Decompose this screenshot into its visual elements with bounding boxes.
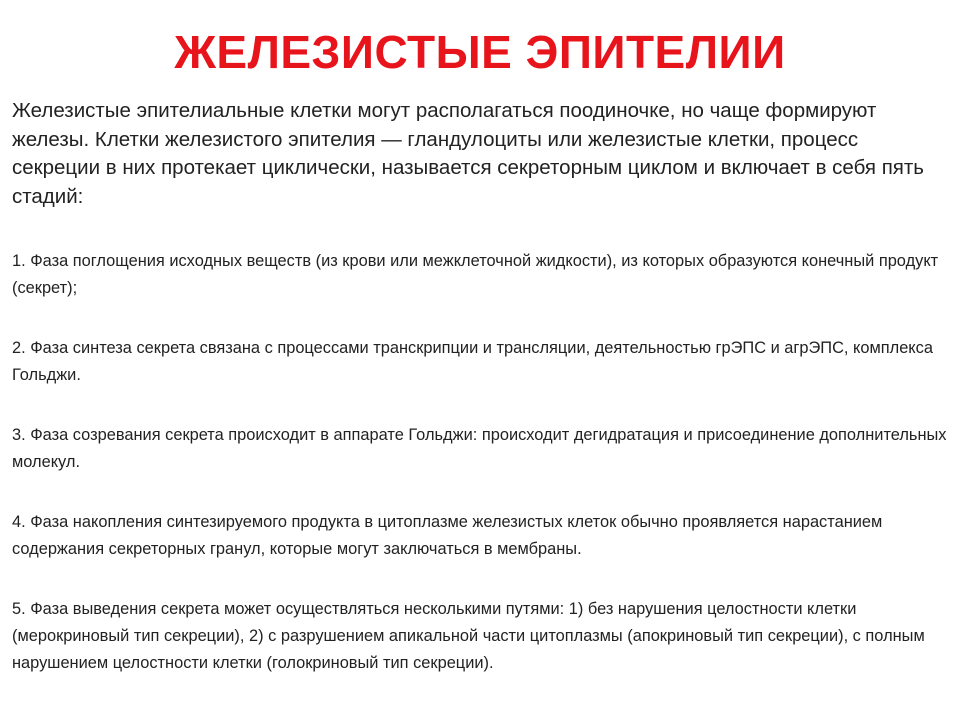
stage-2-text: 2. Фаза синтеза секрета связана с процессами транскрипции и трансляции, деятельностью грЭПС и агрЭПС, комплекса Гольджи. <box>12 339 933 384</box>
stage-1-text: 1. Фаза поглощения исходных веществ (из крови или межклеточной жидкости), из которых образуются конечный продукт (секрет); <box>12 252 939 297</box>
slide-title: ЖЕЛЕЗИСТЫЕ ЭПИТЕЛИИ <box>174 26 786 78</box>
stage-3-text: 3. Фаза созревания секрета происходит в аппарате Гольджи: происходит дегидратация и присоединение дополнительных молекул. <box>12 426 947 471</box>
intro-paragraph: Железистые эпителиальные клетки могут располагаться поодиночке, но чаще формируют железы. Клетки железистого эпителия — гландулоциты или железистые клетки, процесс секреции в них протекает циклически, называется секреторным циклом и включает в себя пять стадий: <box>12 99 924 208</box>
stage-5-text: 5. Фаза выведения секрета может осуществляться несколькими путями: 1) без нарушения целостности клетки (мерокриновый тип секреции), 2) с разрушением апикальной части цитоплазмы (апокриновый тип секреции), с полным нарушением целостности клетки (голокриновый тип секреции). <box>12 600 925 672</box>
stage-4-text: 4. Фаза накопления синтезируемого продукта в цитоплазме железистых клеток обычно проявляется нарастанием содержания секреторных гранул, которые могут заключаться в мембраны. <box>12 513 883 558</box>
